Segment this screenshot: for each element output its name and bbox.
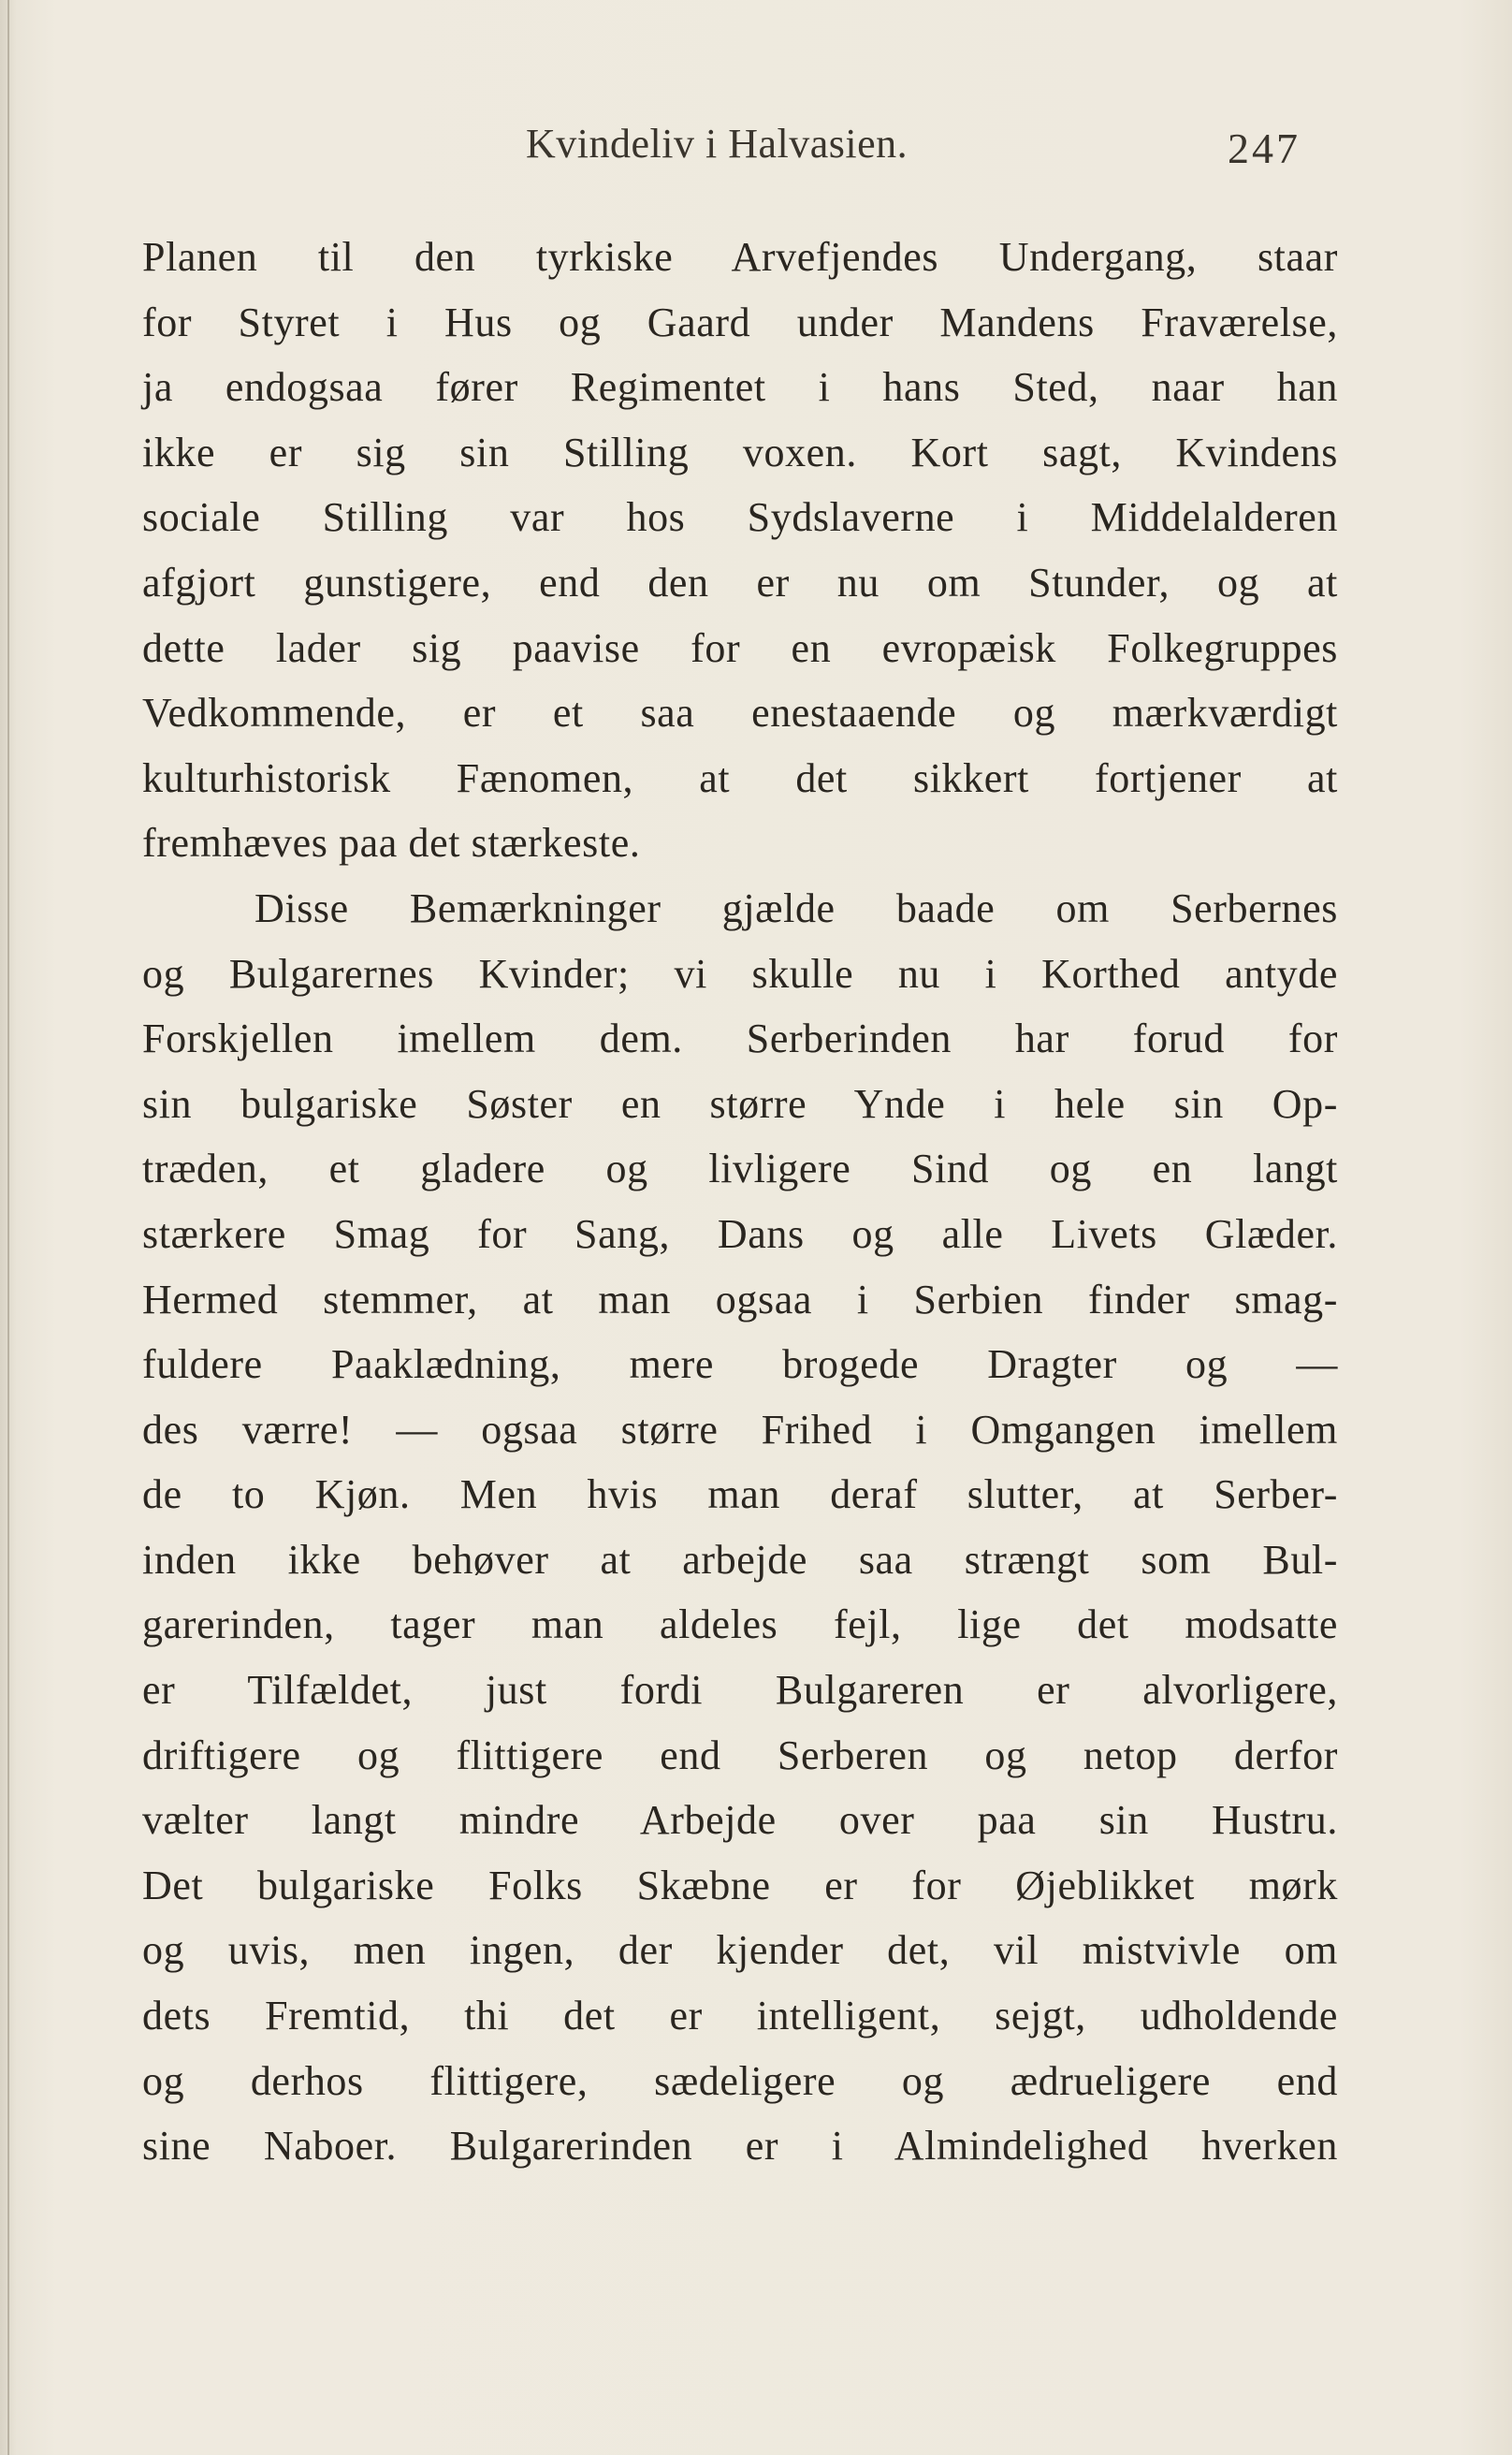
text-line: fremhæves paa det stærkeste. <box>142 820 641 867</box>
text-line: Det bulgariske Folks Skæbne er for Øjeblikket mørk <box>142 1862 1338 1908</box>
text-line: driftigere og flittigere end Serberen og netop derfor <box>142 1732 1338 1778</box>
text-line: des værre! — ogsaa større Frihed i Omgangen imellem <box>142 1406 1338 1453</box>
text-line: og uvis, men ingen, der kjender det, vil mistvivle om <box>142 1927 1338 1974</box>
text-line: fuldere Paaklædning, mere brogede Dragter og — <box>142 1341 1338 1388</box>
body-text <box>142 225 1338 2179</box>
text-line: sociale Stilling var hos Sydslaverne i Middelalderen <box>142 494 1338 541</box>
text-line: Planen til den tyrkiske Arvefjendes Undergang, staar <box>142 234 1338 280</box>
text-line: sine Naboer. Bulgarerinden er i Almindelighed hverken <box>142 2123 1338 2170</box>
text-line: kulturhistorisk Fænomen, at det sikkert fortjener at <box>142 754 1338 801</box>
text-line: og Bulgarernes Kvinder; vi skulle nu i Korthed antyde <box>142 950 1338 997</box>
text-line: Forskjellen imellem dem. Serberinden har forud for <box>142 1016 1338 1062</box>
text-line: Disse Bemærkninger gjælde baade om Serbernes <box>254 884 1338 931</box>
text-line: Vedkommende, er et saa enestaaende og mærkværdigt <box>142 690 1338 737</box>
text-line: er Tilfældet, just fordi Bulgareren er alvorligere, <box>142 1667 1338 1714</box>
page-number: 247 <box>1228 124 1301 172</box>
text-line: de to Kjøn. Men hvis man deraf slutter, at Serber- <box>142 1471 1338 1518</box>
text-line: stærkere Smag for Sang, Dans og alle Livets Glæder. <box>142 1210 1338 1257</box>
text-line: ja endogsaa fører Regimentet i hans Sted, naar han <box>142 364 1338 411</box>
text-line: dets Fremtid, thi det er intelligent, sejgt, udholdende <box>142 1993 1338 2039</box>
text-line: afgjort gunstigere, end den er nu om Stunder, og at <box>142 559 1338 606</box>
text-line: træden, et gladere og livligere Sind og en langt <box>142 1146 1338 1192</box>
text-line: sin bulgariske Søster en større Ynde i hele sin Op- <box>142 1080 1338 1127</box>
text-line: vælter langt mindre Arbejde over paa sin Hustru. <box>142 1797 1338 1844</box>
text-line: dette lader sig paavise for en evropæisk Folkegruppes <box>142 624 1338 671</box>
running-title: Kvindeliv i Halvasien. <box>526 121 909 167</box>
text-line: garerinden, tager man aldeles fejl, lige det modsatte <box>142 1601 1338 1648</box>
text-line: ikke er sig sin Stilling voxen. Kort sagt, Kvindens <box>142 429 1338 475</box>
page-spine-edge <box>7 0 9 2455</box>
text-line: Hermed stemmer, at man ogsaa i Serbien finder smag- <box>142 1276 1338 1322</box>
page-header <box>0 120 1512 176</box>
text-line: inden ikke behøver at arbejde saa strængt som Bul- <box>142 1536 1338 1583</box>
text-line: for Styret i Hus og Gaard under Mandens Fraværelse, <box>142 299 1338 345</box>
text-line: og derhos flittigere, sædeligere og ædrueligere end <box>142 2057 1338 2104</box>
